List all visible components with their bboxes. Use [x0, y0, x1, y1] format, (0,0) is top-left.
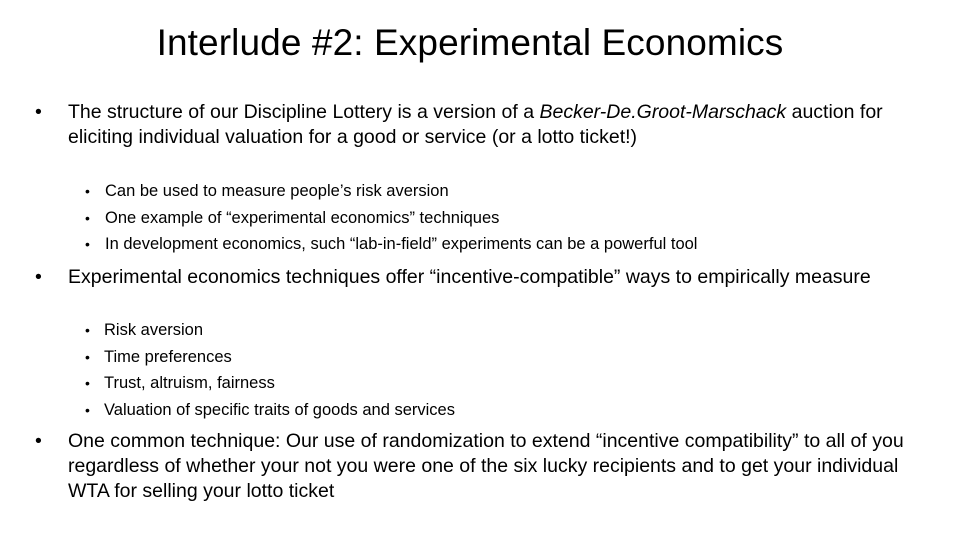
sub-bullet-text: Trust, altruism, fairness — [104, 374, 275, 392]
sub-bullet-marker: • — [85, 401, 90, 418]
sub-bullet — [85, 397, 885, 424]
bullet-1 — [35, 100, 905, 150]
bullet-1-sublist — [85, 178, 885, 258]
bullet-1-text — [68, 100, 905, 150]
bullet-3 — [35, 429, 905, 504]
bullet-1-text-start: The structure of our Discipline Lottery is a version of a — [68, 101, 540, 123]
bullet-1-text-end: auction for eliciting individual valuation for a good or service (or a lotto ticket!) — [68, 101, 883, 148]
sub-bullet-marker: • — [85, 183, 90, 199]
sub-bullet-marker: • — [85, 236, 90, 252]
bullet-2 — [35, 265, 905, 290]
bullet-marker: • — [35, 266, 42, 288]
sub-bullet-text: Valuation of specific traits of goods and services — [104, 400, 455, 419]
bullet-marker: • — [35, 430, 42, 452]
sub-bullet-text: Risk aversion — [104, 321, 204, 339]
sub-bullet — [85, 205, 885, 232]
sub-bullet — [85, 344, 885, 371]
sub-bullet-text: One example of “experimental economics” techniques — [105, 208, 500, 227]
sub-bullet — [85, 370, 885, 397]
sub-bullet-text: Time preferences — [104, 347, 232, 366]
sub-bullet-text: In development economics, such “lab-in-field” experiments can be a powerful tool — [105, 235, 698, 253]
bullet-3-text: One common technique: Our use of randomization to extend “incentive compatibility” to all of you regardless of whether your not you were one of the six lucky recipients and to get your individual WTA for selling your lotto ticket — [68, 430, 904, 502]
bullet-marker: • — [35, 101, 42, 123]
bullet-2-text: Experimental economics techniques offer “incentive-compatible” ways to empirically measure — [68, 266, 871, 288]
sub-bullet — [85, 231, 885, 258]
bullet-2-sublist — [85, 317, 885, 423]
bullet-1-auction-name: Becker-De.Groot-Marschack — [539, 101, 787, 123]
sub-bullet-marker: • — [85, 375, 90, 391]
sub-bullet — [85, 317, 885, 344]
slide-title: Interlude #2: Experimental Economics — [156, 22, 784, 63]
sub-bullet-marker: • — [85, 348, 90, 365]
sub-bullet-marker: • — [85, 322, 90, 338]
sub-bullet-text: Can be used to measure people’s risk aversion — [105, 182, 449, 200]
sub-bullet — [85, 178, 885, 205]
sub-bullet-marker: • — [85, 209, 90, 226]
